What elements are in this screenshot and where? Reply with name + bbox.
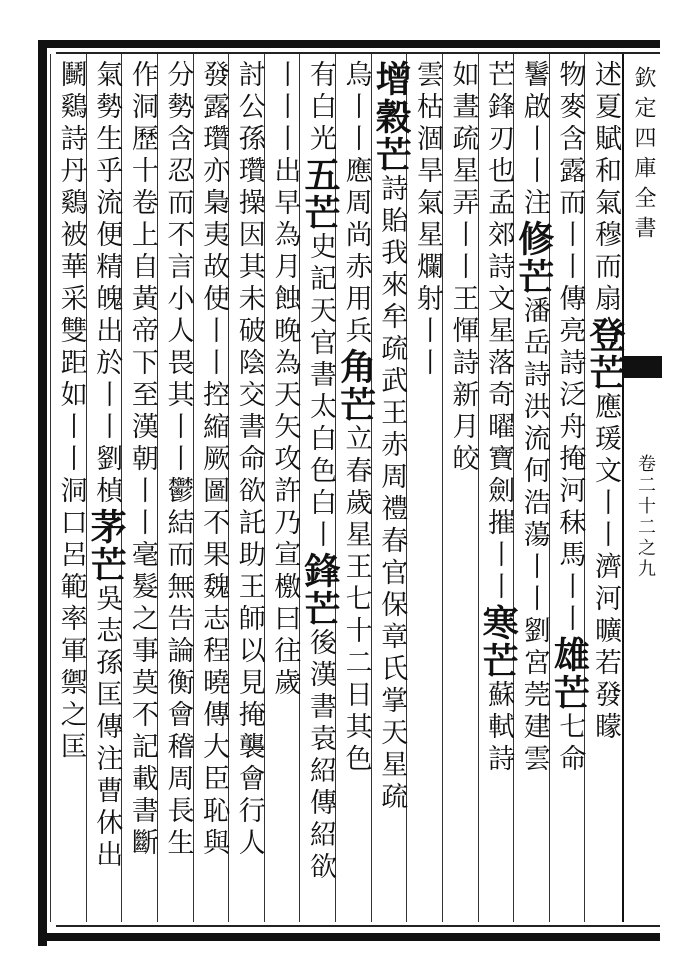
entry-text: 作洞歷十卷上自黃帝下至漢朝丨丨毫髮之事莫不記載書斷 (126, 60, 158, 860)
entry-text: 如晝疏星弄丨丨王惲詩 (447, 60, 479, 380)
text-column (370, 54, 413, 922)
entry-text: 丨出早為月蝕晚為天矢 (269, 124, 301, 444)
book-title: 欽定四庫全書 (631, 66, 656, 246)
page-frame-left (38, 40, 47, 946)
entry-text: 後漢書袁紹傳紹欲 (305, 628, 336, 884)
entry-text: 周禮春官保章氏掌天星疏 (376, 462, 408, 814)
column-text (299, 60, 341, 884)
entry-text: 氣勢生乎流便精魄出於丨丨劉楨 (91, 60, 123, 508)
text-column (442, 54, 479, 922)
column-text (85, 60, 128, 872)
column-text (265, 60, 301, 700)
entry-heading: 茅芒 (85, 508, 128, 584)
text-column (406, 54, 443, 922)
entry-heading: 登芒 (584, 316, 626, 392)
entry-heading: 雄芒 (548, 636, 591, 712)
entry-text: 詩貽我來牟疏武王赤 (376, 174, 408, 462)
entry-text: 洞口呂範率軍禦之匡 (55, 476, 87, 764)
column-text (194, 60, 230, 860)
text-column (299, 54, 341, 922)
fish-tail-mark (624, 356, 662, 378)
entry-text: 新月皎 (447, 380, 479, 476)
entry-text: 潘岳詩洪流何浩蕩丨丨劉宮莞 (518, 296, 550, 712)
text-column (50, 54, 87, 922)
entry-text: 物麥含露而丨丨 (554, 60, 586, 284)
entry-text: 烏丨丨應周尚赤用兵 (340, 60, 372, 348)
column-text (407, 60, 443, 380)
entry-text: 發露瓚亦梟夷故使丨丨控縮厥圖不果魏志程曉傳大臣恥與 (198, 60, 230, 860)
entry-text: 應瑗文丨丨濟河曠若發矇 (590, 392, 621, 744)
entry-text: 蘇軾詩 (483, 680, 515, 776)
text-column (264, 54, 301, 922)
entry-heading: 修芒 (512, 220, 555, 296)
page-frame-inner-bottom (56, 925, 660, 927)
text-column (477, 54, 520, 922)
entry-heading: 角芒 (334, 348, 377, 424)
entry-heading: 寒芒 (477, 604, 520, 680)
column-text (584, 60, 626, 744)
volume-number: 卷二十二之九 (635, 454, 656, 580)
entry-text: 七命 (554, 712, 586, 776)
text-column (121, 54, 158, 922)
page-margin (622, 54, 662, 922)
entry-text: 立春歲星王七十二日其色 (340, 424, 372, 776)
entry-text: 述夏賦和氣穆而扇 (590, 60, 621, 316)
entry-text: 分勢含忍而不言小人畏其丨丨鬱結而無告論衡會稽周長生 (162, 60, 194, 860)
text-column (228, 54, 265, 922)
entry-text: 討公孫瓚操因其未破陰交書命欲託助王師以見掩襲會行人 (233, 60, 265, 860)
entry-heading: 五芒 (299, 156, 341, 232)
text-column (512, 54, 555, 922)
column-text (370, 60, 413, 814)
entry-heading: 鋒芒 (299, 552, 341, 628)
text-column (584, 54, 626, 922)
column-text (548, 60, 591, 776)
entry-text: 吳志孫匡傳注曹休出 (91, 584, 123, 872)
entry-text: 傳亮詩泛舟掩河秣馬丨丨 (554, 284, 586, 636)
entry-text: 建雲 (518, 712, 550, 776)
entry-text: 有白光 (305, 60, 336, 156)
entry-text: 芒鋒刃也 (483, 60, 515, 188)
column-text (443, 60, 479, 476)
page-frame-top (38, 40, 660, 48)
entry-text: 丨丨 (269, 60, 301, 124)
column-text (334, 60, 377, 776)
column-text (477, 60, 520, 776)
text-column (85, 54, 128, 922)
text-column (157, 54, 194, 922)
text-column (193, 54, 230, 922)
entry-text: 史記天官書太白色白丨 (305, 232, 336, 552)
column-text (122, 60, 158, 860)
column-text (512, 60, 555, 776)
entry-text: 攻許乃宣檄曰往歲 (269, 444, 301, 700)
entry-text: 鬭鷄詩丹鷄被華采雙距如丨丨 (55, 60, 87, 476)
column-text (229, 60, 265, 860)
entry-text: 鬐啟丨丨注 (518, 60, 550, 220)
page-frame-bottom (38, 933, 660, 941)
column-text (51, 60, 87, 764)
entry-heading: 增穀芒 (370, 60, 413, 174)
text-column (548, 54, 591, 922)
entry-text: 雲枯涸旱氣星爛射丨丨 (411, 60, 443, 380)
entry-text: 孟郊詩文星落奇曜寶劍摧丨丨 (483, 188, 515, 604)
column-text (158, 60, 194, 860)
